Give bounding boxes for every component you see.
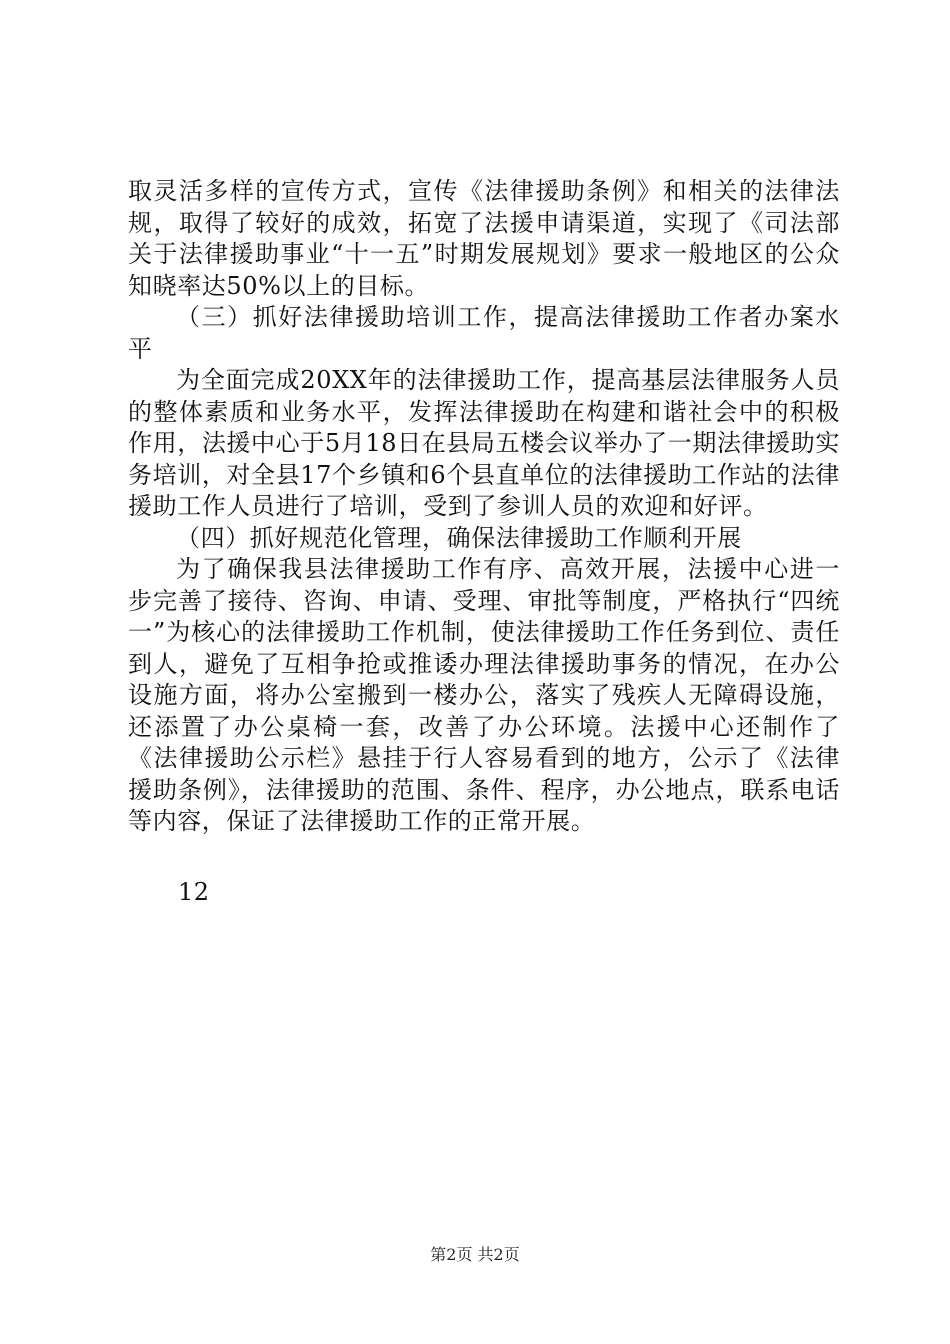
paragraph-management: 为了确保我县法律援助工作有序、高效开展，法援中心进一步完善了接待、咨询、申请、受理、审批等制度，严格执行“四统一”为核心的法律援助工作机制，使法律援助工作任务到位、责任到人，避免了互相争抢或推诿办理法律援助事务的情况，在办公设施方面，将办公室搬到一楼办公，落实了残疾人无障碍设施，还添置了办公桌椅一套，改善了办公环境。法援中心还制作了《法律援助公示栏》悬挂于行人容易看到的地方，公示了《法律援助条例》，法律援助的范围、条件、程序，办公地点，联系电话等内容，保证了法律援助工作的正常开展。 bbox=[128, 555, 840, 835]
page-footer: 第2页 共2页 bbox=[430, 1245, 520, 1264]
paragraph-continuation: 取灵活多样的宣传方式，宣传《法律援助条例》和相关的法律法规，取得了较好的成效，拓宽了法援申请渠道，实现了《司法部关于法律援助事业“十一五”时期发展规划》要求一般地区的公众知晓率达50%以上的目标。 bbox=[128, 177, 840, 300]
paragraph-training: 为全面完成20XX年的法律援助工作，提高基层法律服务人员的整体素质和业务水平，发挥法律援助在构建和谐社会中的积极作用，法援中心于5月18日在县局五楼会议举办了一期法律援助实务培训，对全县17个乡镇和6个县直单位的法律援助工作站的法律援助工作人员进行了培训，受到了参训人员的欢迎和好评。 bbox=[128, 366, 840, 520]
section-heading-4: （四）抓好规范化管理，确保法律援助工作顺利开展 bbox=[176, 523, 742, 552]
section-heading-3: （三）抓好法律援助培训工作，提高法律援助工作者办案水平 bbox=[128, 303, 840, 363]
document-body bbox=[128, 176, 840, 838]
trailing-number: 12 bbox=[178, 878, 210, 906]
